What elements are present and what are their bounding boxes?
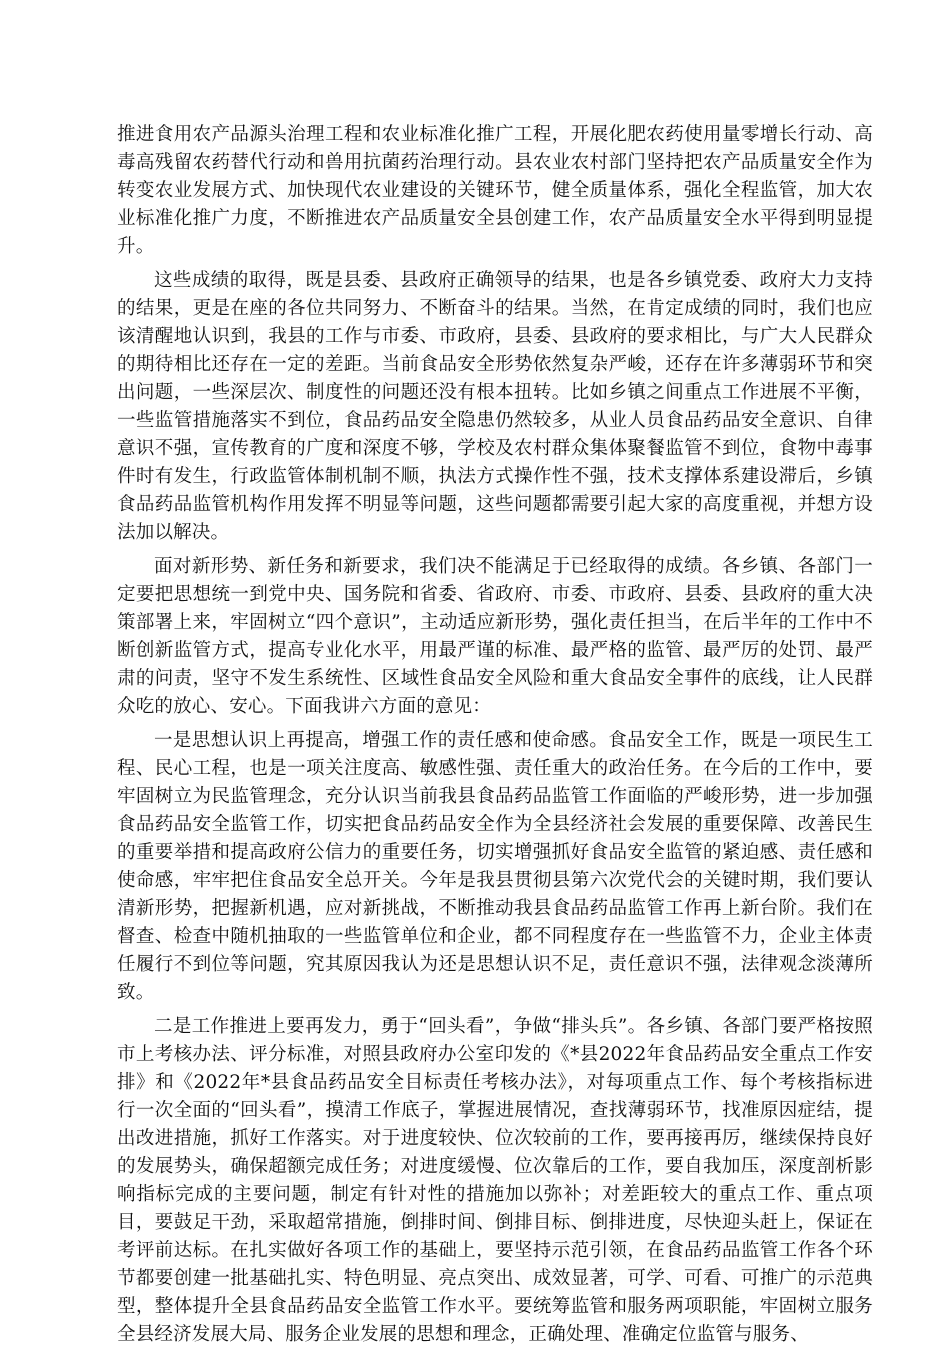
paragraph-point-one: 一是思想认识上再提高，增强工作的责任感和使命感。食品安全工作，既是一项民生工程、民心工程，也是一项关注度高、敏感性强、责任重大的政治任务。在今后的工作中，要牢固树立为民监管理念，充分认识当前我县食品药品监管工作面临的严峻形势，进一步加强食品药品安全监管工作，切实把食品药品安全作为全县经济社会发展的重要保障、改善民生的重要举措和提高政府公信力的重要任务，切实增强抓好食品安全监管的紧迫感、责任感和使命感，牢牢把住食品安全总开关。今年是我县贯彻县第六次党代会的关键时期，我们要认清新形势，把握新机遇，应对新挑战，不断推动我县食品药品监管工作再上新台阶。我们在督查、检查中随机抽取的一些监管单位和企业，都不同程度存在一些监管不力，企业主体责任履行不到位等问题，究其原因我认为还是思想认识不足，责任意识不强，法律观念淡薄所致。 [117,730,873,1003]
paragraph-new-situation: 面对新形势、新任务和新要求，我们决不能满足于已经取得的成绩。各乡镇、各部门一定要把思想统一到党中央、国务院和省委、省政府、市委、市政府、县委、县政府的重大决策部署上来，牢固树立“四个意识”，主动适应新形势，强化责任担当，在后半年的工作中不断创新监管方式，提高专业化水平，用最严谨的标准、最严格的监管、最严厉的处罚、最严肃的问责，坚守不发生系统性、区域性食品安全风险和重大食品安全事件的底线，让人民群众吃的放心、安心。下面我讲六方面的意见： [117,556,873,717]
document-page [117,121,873,1355]
paragraph-achievements: 这些成绩的取得，既是县委、县政府正确领导的结果，也是各乡镇党委、政府大力支持的结果，更是在座的各位共同努力、不断奋斗的结果。当然，在肯定成绩的同时，我们也应该清醒地认识到，我县的工作与市委、市政府，县委、县政府的要求相比，与广大人民群众的期待相比还存在一定的差距。当前食品安全形势依然复杂严峻，还存在许多薄弱环节和突出问题，一些深层次、制度性的问题还没有根本扭转。比如乡镇之间重点工作进展不平衡，一些监管措施落实不到位，食品药品安全隐患仍然较多，从业人员食品药品安全意识、自律意识不强，宣传教育的广度和深度不够，学校及农村群众集体聚餐监管不到位，食物中毒事件时有发生，行政监管体制机制不顺，执法方式操作性不强，技术支撑体系建设滞后，乡镇食品药品监管机构作用发挥不明显等问题，这些问题都需要引起大家的高度重视，并想方设法加以解决。 [117,270,873,543]
paragraph-point-two: 二是工作推进上要再发力，勇于“回头看”，争做“排头兵”。各乡镇、各部门要严格按照市上考核办法、评分标准，对照县政府办公室印发的《*县2022年食品药品安全重点工作安排》和《2022年*县食品药品安全目标责任考核办法》，对每项重点工作、每个考核指标进行一次全面的“回头看”，摸清工作底子，掌握进展情况，查找薄弱环节，找准原因症结，提出改进措施，抓好工作落实。对于进度较快、位次较前的工作，要再接再厉，继续保持良好的发展势头，确保超额完成任务；对进度缓慢、位次靠后的工作，要自我加压，深度剖析影响指标完成的主要问题，制定有针对性的措施加以弥补；对差距较大的重点工作、重点项目，要鼓足干劲，采取超常措施，倒排时间、倒排目标、倒排进度，尽快迎头赶上，保证在考评前达标。在扎实做好各项工作的基础上，要坚持示范引领，在食品药品监管工作各个环节都要创建一批基础扎实、特色明显、亮点突出、成效显著，可学、可看、可推广的示范典型，整体提升全县食品药品安全监管工作水平。要统筹监管和服务两项职能，牢固树立服务全县经济发展大局、服务企业发展的思想和理念，正确处理、准确定位监管与服务、 [117,1016,873,1345]
paragraph-continued: 推进食用农产品源头治理工程和农业标准化推广工程，开展化肥农药使用量零增长行动、高毒高残留农药替代行动和兽用抗菌药治理行动。县农业农村部门坚持把农产品质量安全作为转变农业发展方式、加快现代农业建设的关键环节，健全质量体系，强化全程监管，加大农业标准化推广力度，不断推进农产品质量安全县创建工作，农产品质量安全水平得到明显提升。 [117,124,873,257]
